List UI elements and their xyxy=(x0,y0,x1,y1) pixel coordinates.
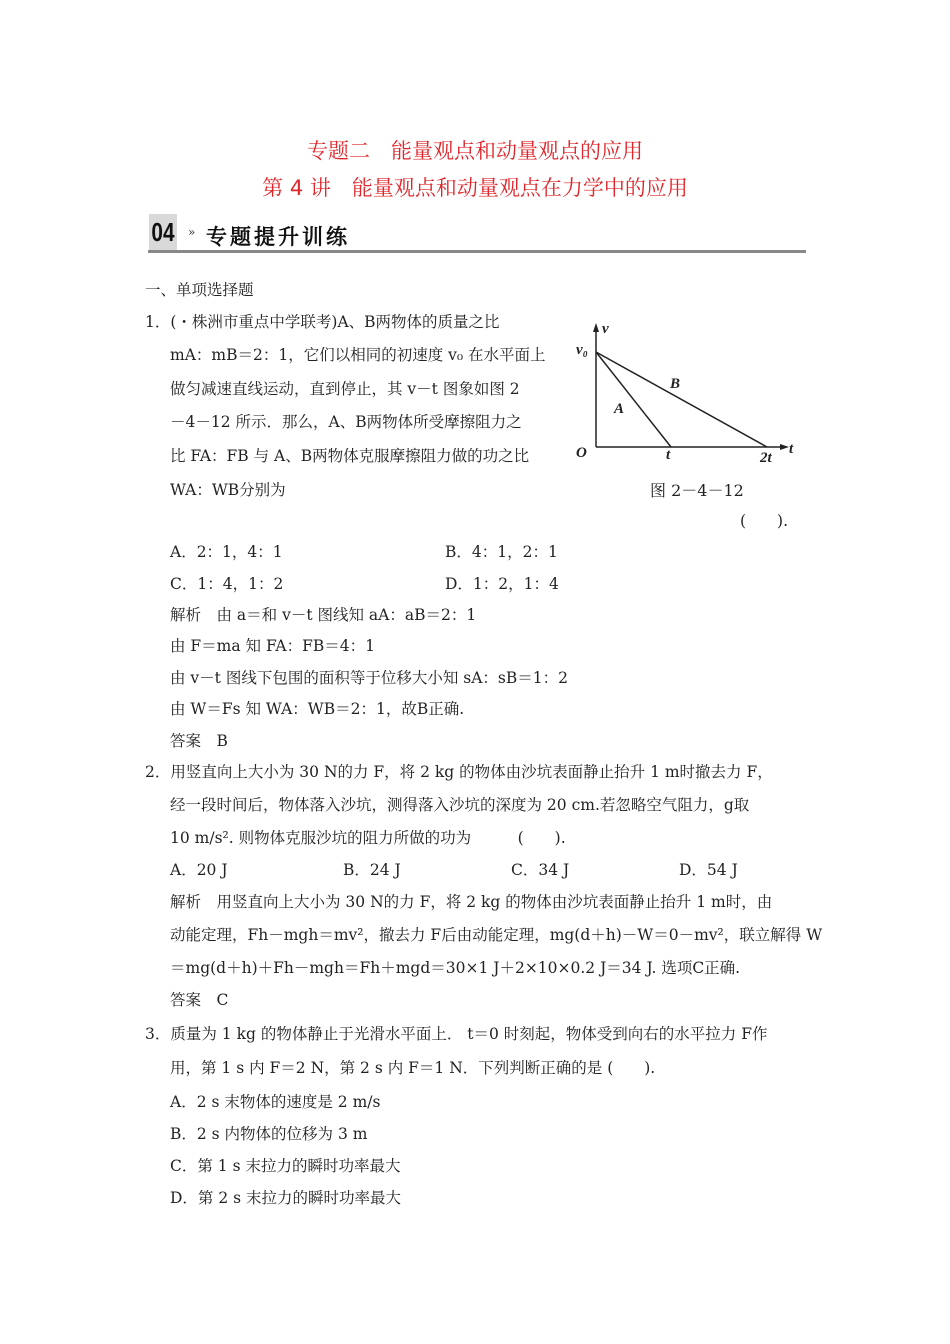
q3-line: 用，第 1 s 内 F＝2 N，第 2 s 内 F＝1 N．下列判断正确的是 ( ). xyxy=(170,1059,656,1077)
answer-bracket: ( ). xyxy=(740,512,789,530)
lecture-title: 第 4 讲 能量观点和动量观点在力学中的应用 xyxy=(262,176,688,200)
q1-analysis: 由 W＝Fs 知 WA：WB＝2：1，故B正确. xyxy=(170,700,465,718)
q2-option-b: B．24 J xyxy=(343,861,401,879)
q3-option-d: D．第 2 s 末拉力的瞬时功率最大 xyxy=(170,1189,402,1207)
2t-tick-label: 2t xyxy=(760,450,772,466)
section-heading: 一、单项选择题 xyxy=(145,281,254,299)
origin-label: O xyxy=(576,445,587,461)
q2-option-a: A．20 J xyxy=(170,861,228,879)
q2-option-d: D．54 J xyxy=(679,861,738,879)
q1-line: WA：WB分别为 xyxy=(170,481,286,499)
q3-line: 3．质量为 1 kg 的物体静止于光滑水平面上． t＝0 时刻起，物体受到向右的水平拉力 F作 xyxy=(145,1025,768,1043)
q1-line: mA：mB＝2：1，它们以相同的初速度 v₀ 在水平面上 xyxy=(170,346,546,364)
q2-analysis: ＝mg(d＋h)＋Fh－mgh＝Fh＋mgd＝30×1 J＋2×10×0.2 J＝34 J. 选项C正确. xyxy=(170,959,741,977)
q1-option-c: C．1：4，1：2 xyxy=(170,575,284,593)
topic-title: 专题二 能量观点和动量观点的应用 xyxy=(307,139,643,163)
q1-analysis: 解析 由 a＝和 v－t 图线知 aA：aB＝2：1 xyxy=(170,606,477,624)
q1-answer: 答案 B xyxy=(170,732,228,750)
line-b xyxy=(596,352,767,447)
line-a-label: A xyxy=(614,401,625,417)
q1-option-a: A．2：1，4：1 xyxy=(170,543,283,561)
v-axis-label: v xyxy=(602,321,609,337)
v-axis-arrow-icon xyxy=(593,323,599,332)
line-a xyxy=(596,352,671,447)
q2-line: 经一段时间后，物体落入沙坑，测得落入沙坑的深度为 20 cm.若忽略空气阻力，g取 xyxy=(170,796,750,814)
q1-option-b: B．4：1，2：1 xyxy=(445,543,558,561)
t-axis-label: t xyxy=(789,441,794,457)
q1-analysis: 由 F＝ma 知 FA：FB＝4：1 xyxy=(170,637,375,655)
q1-line: 1．(・株洲市重点中学联考)A、B两物体的质量之比 xyxy=(145,313,500,331)
q2-option-c: C．34 J xyxy=(511,861,570,879)
q2-line: 2．用竖直向上大小为 30 N的力 F，将 2 kg 的物体由沙坑表面静止抬升 1 m时撤去力 F， xyxy=(145,763,773,781)
q2-analysis: 解析 用竖直向上大小为 30 N的力 F，将 2 kg 的物体由沙坑表面静止抬升 1 m时，由 xyxy=(170,893,773,911)
q1-analysis: 由 v－t 图线下包围的面积等于位移大小知 sA：sB＝1：2 xyxy=(170,669,568,687)
q1-line: 比 FA：FB 与 A、B两物体克服摩擦阻力做的功之比 xyxy=(170,447,530,465)
q2-line: 10 m/s². 则物体克服沙坑的阻力所做的功为 ( ). xyxy=(170,829,566,847)
vt-graph xyxy=(0,0,950,520)
q2-answer: 答案 C xyxy=(170,991,229,1009)
q2-analysis: 动能定理，Fh－mgh＝mv²，撤去力 F后由动能定理，mg(d＋h)－W＝0－mv²，联立解得 W xyxy=(170,926,823,944)
q3-option-b: B．2 s 内物体的位移为 3 m xyxy=(170,1125,368,1143)
q1-option-d: D．1：2，1：4 xyxy=(445,575,559,593)
section-banner-title: 专题提升训练 xyxy=(206,225,350,249)
q3-option-a: A．2 s 末物体的速度是 2 m/s xyxy=(170,1093,381,1111)
q3-option-c: C．第 1 s 末拉力的瞬时功率最大 xyxy=(170,1157,401,1175)
v0-label: v₀ xyxy=(576,342,588,358)
line-b-label: B xyxy=(670,376,681,392)
section-number-badge: 04 xyxy=(149,214,177,250)
t-tick-label: t xyxy=(666,447,671,463)
figure-caption: 图 2－4－12 xyxy=(650,481,744,500)
chevron-right-icon: » xyxy=(188,225,196,239)
q1-line: －4－12 所示．那么，A、B两物体所受摩擦阻力之 xyxy=(170,413,522,431)
q1-line: 做匀减速直线运动，直到停止，其 v－t 图象如图 2 xyxy=(170,380,520,398)
t-axis-arrow-icon xyxy=(780,444,789,450)
